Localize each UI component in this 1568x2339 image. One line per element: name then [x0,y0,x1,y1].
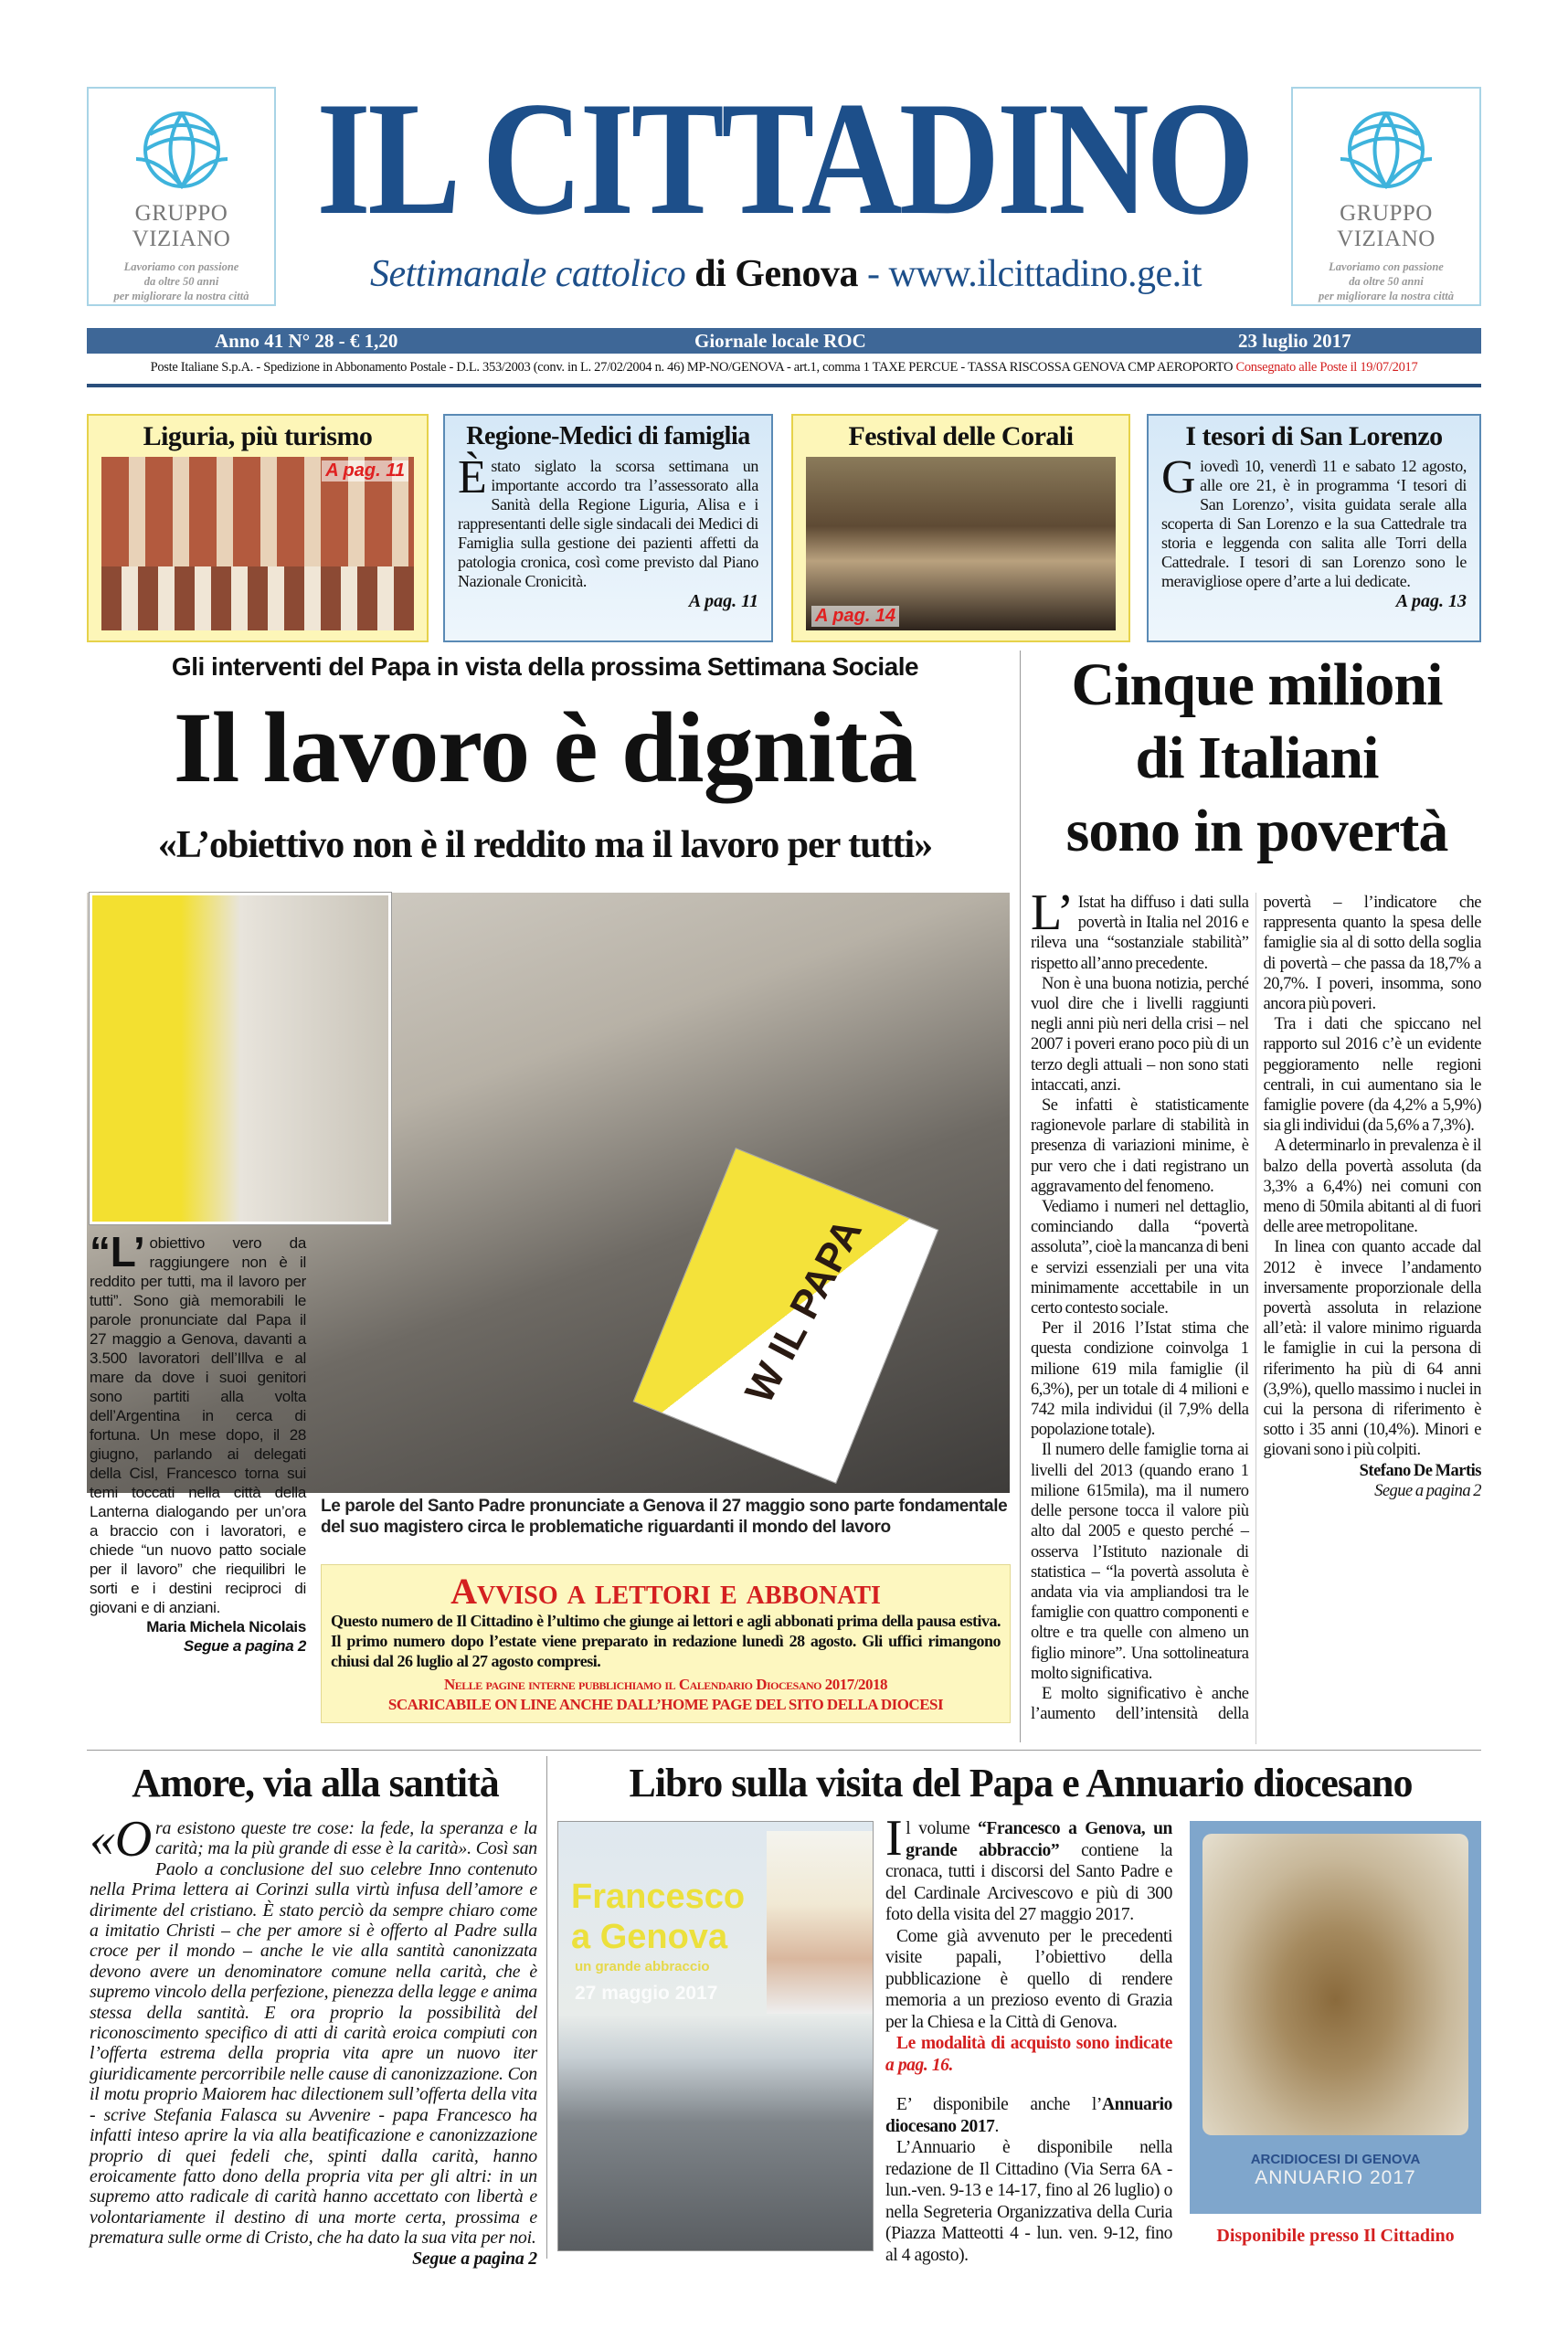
delivery-date: Consegnato alle Poste il 19/07/2017 [1235,360,1418,375]
pope-photo [90,893,391,1224]
lead-subhead: «L’obiettivo non è il reddito ma il lavoro per tutti» [157,824,933,866]
author-byline: Maria Michela Nicolais [146,1618,306,1635]
divider [87,384,1481,387]
teaser-text: Èstato siglato la scorsa settimana un importante accordo tra l’assessorato alla Sanità della Regione Liguria, Alisa e i rappresentanti delle sigle sindacali dei Medici di Famiglia sulla gestione dei pazienti affetti da patologia cronica, così come previsto dal Piano Nazionale Cronicità. [458,451,758,590]
teaser-medici-famiglia[interactable] [443,414,773,642]
lead-kicker: Gli interventi del Papa in vista della prossima Settimana Sociale [171,652,919,681]
issue-number: Anno 41 N° 28 - € 1,20 [215,330,398,352]
teaser-festival-corali[interactable] [791,414,1130,642]
ad-gruppo-viziano-left[interactable] [87,87,276,306]
continued-link[interactable]: Segue a pagina 2 [412,2248,537,2269]
subtitle-website[interactable]: - www.ilcittadino.ge.it [866,253,1202,295]
ad-name: GRUPPO VIZIANO [1337,201,1436,251]
annuario-diocese: ARCIDIOCESI DI GENOVA [1250,2152,1421,2167]
teaser-text: Giovedì 10, venerdì 11 e sabato 12 agosto, alle ore 21, è in programma ‘I tesori di San Lorenzo’, visita guidata serale alla scoperta di San Lorenzo e la sua Cattedrale tra storia e leggenda con salita alle Torri della Cattedrale. I tesori di san Lorenzo sono le meravigliose opere d’arte a lui dedicate. [1161,451,1467,590]
lotus-globe-icon [132,109,232,196]
notice-download: SCARICABILE ON LINE ANCHE DALL’HOME PAGE DEL SITO DELLA DIOCESI [387,1696,944,1713]
teaser-tesori-san-lorenzo[interactable] [1147,414,1481,642]
ad-name: GRUPPO VIZIANO [132,201,231,251]
issue-info-bar [87,328,1481,354]
availability-note: Disponibile presso Il Cittadino [1216,2226,1455,2246]
choir-photo [806,457,1116,630]
dropcap: “L’ [90,1228,145,1275]
lead-article [90,1228,306,1656]
book-date: 27 maggio 2017 [575,1983,718,2004]
book-cover [557,1821,874,2251]
amore-article: «Ora esistono queste tre cose: la fede, la speranza e la carità; ma la più grande di esse è la carità». Così san Paolo a conclusione del suo celebre Inno contenuto nella Prima lettera ai Corinzi sulla virtù infusa dell’amore e dirimente del cristiano. È stato perciò da sempre chiaro come a imitatio Christi – che per amore si è offerto al Padre sulla croce per il mondo – anche le vie alla santità canonizzata devono avere un denominatore comune nella carità, che è supremo vincolo della perfezione, pienezza della legge e anima stessa della santità. E ora proprio la possibilità del riconoscimento specifico di atti di carità eroica compiuti con l’offerta estrema della propria vita apre un nuovo iter giuridicamente percorribile nelle cause di canonizzazione. Con il motu proprio Maiorem hac dilectionem sull’offerta della vita - scrive Stefania Falasca su Avvenire - papa Francesco ha infatti inteso aprire la via alla beatificazione e canonizzazione proprio di quei fedeli che, spinti dalla carità, hanno eroicamente fatto dono della propria vita per gli altri: in un supremo atto radicale di carità hanno accettato con libertà e volontariamente il destino di una morte certa, prossima e prematura sulle orme di Cristo, che ha dato la sua vita per noi. Segue a pagina 2 [90,1811,537,2269]
pope-image [767,1831,873,2014]
libro-headline[interactable]: Libro sulla visita del Papa e Annuario diocesano [629,1761,1413,1805]
dropcap: «O [90,1811,153,1868]
lead-headline[interactable]: Il lavoro è dignità [173,692,917,803]
teaser-title: Festival delle Corali [848,421,1074,451]
notice-box [321,1564,1011,1723]
palace-photo [101,457,414,630]
notice-title: Avviso a lettori e abbonati [450,1571,881,1612]
book-title: Francesco a Genova [571,1878,746,1956]
subtitle-city: di Genova [694,253,858,295]
dropcap: I [885,1810,903,1867]
statue-image [1202,1834,1468,2135]
flag-text: W IL PAPA [736,1212,871,1411]
teaser-title: Regione-Medici di famiglia [466,422,750,450]
divider [87,1750,1481,1751]
book-subtitle: un grande abbraccio [575,1959,710,1974]
dropcap: L’ [1031,884,1074,941]
poverty-article: L’ Istat ha diffuso i dati sulla povertà in Italia nel 2016 e rileva una “sostanziale stabilità” rispetto all’anno precedente. Non è una buona notizia, perché vuol dire che i livelli raggiunti negli anni più neri della crisi – nel 2007 i poveri erano poco più di un terzo degli attuali – non sono stati intaccati, anzi. Se infatti è statisticamente ragionevole parlare di stabilità in presenza di variazioni minime, è pur vero che i dati registrano un aggravamento del fenomeno. Vediamo i numeri nel dettaglio, cominciando dalla “povertà assoluta”, cioè la mancanza di beni e servizi essenziali per una vita minimamente accettabile in un certo contesto sociale. Per il 2016 l’Istat stima che questa condizione coinvolga 1 milione 619 mila famiglie (il 6,3%), per un totale di 4 milioni e 742 mila individui (il 7,9% della popolazione totale). Il numero delle famiglie torna ai livelli del 2013 (quando erano 1 milione 615mila), ma il numero delle persone tocca il valore più alto dal 2005 e questo perché – osserva l’Istituto nazionale di statistica – “la povertà assoluta è andata via via ampliandosi tra le famiglie con quattro componenti e oltre e tra quelle con almeno un figlio minore”. Una sottolineatura molto significativa. E molto significativo è anche l’aumento dell’intensità della povertà – l’indicatore che rappresenta quanto la spesa delle famiglie sia al di sotto della soglia di povertà – che passa da 18,7% a 20,7%. I poveri, insomma, sono ancora più poveri. Tra i dati che spiccano nel rapporto sul 2016 c’è un evidente peggioramento nelle regioni centrali, in cui aumentano sia le famiglie povere (da 4,2% a 5,9%) sia gli individui (da 5,6% a 7,3%). A determinarlo in prevalenza è il balzo della povertà assoluta (da 3,3% a 6,4%) nei comuni con meno di 50mila abitanti al di fuori delle aree metropolitane. In linea con quanto accade dal 2012 è invece l’andamento inversamente proporzionale della povertà assoluta in relazione all’età: il valore minimo riguarda le famiglie in cui la persona di riferimento ha più di 64 anni (3,9%), quello massimo i nuclei in cui la persona di riferimento è sotto i 35 anni (10,4%). Minori e giovani sono i più colpiti. Stefano De Martis Segue a pagina 2 [1031,884,1481,1724]
annuario-title: ANNUARIO 2017 [1255,2167,1416,2188]
subtitle-weekly: Settimanale cattolico [370,253,686,295]
teaser-liguria-turismo[interactable] [87,414,429,642]
page-ref: A pag. 14 [811,606,899,627]
teaser-title: I tesori di San Lorenzo [1185,421,1443,451]
author-byline: Stefano De Martis [1359,1461,1481,1480]
page-ref: A pag. 11 [322,460,408,482]
masthead-title: IL CITTADINO [316,68,1252,249]
issue-date: 23 luglio 2017 [1238,330,1351,352]
postal-notice: Poste Italiane S.p.A. - Spedizione in Abbonamento Postale - D.L. 353/2003 (conv. in L. 27/02/2004 n. 46) MP-NO/GENOVA - art.1, comma 1 TAXE PERCUE - TASSA RISCOSSA GENOVA CMP AEROPORTO Consegnato alle Poste il 19/07/2017 [150,360,1418,375]
libro-article: Il volume “Francesco a Genova, un grande abbraccio” contiene la cronaca, tutti i discorsi del Santo Padre e del Cardinale Arcivescovo e più di 300 foto della visita del 27 maggio 2017. Come già avvenuto per le precedenti visite papali, l’obiettivo della pubblicazione è quello di rendere memoria a un prezioso evento di Grazia per la Chiesa e la Città di Genova. Le modalità di acquisto sono indicate a pag. 16. E’ disponibile anche l’Annuario diocesano 2017. L’Annuario è disponibile nella redazione de Il Cittadino (Via Serra 6A - lun.-ven. 9-13 e 14-17, fino al 26 luglio) o nella Segreteria Organizzativa della Curia (Piazza Matteotti 4 - lun. ven. 9-12, fino al 4 agosto). [885,1810,1173,2265]
ad-tagline: Lavoriamo con passione da oltre 50 anni per migliorare la nostra città [113,260,249,302]
paper-type: Giornale locale ROC [694,330,866,352]
annuario-cover [1190,1821,1481,2214]
amore-headline[interactable]: Amore, via alla santità [132,1761,499,1805]
photo-caption: Le parole del Santo Padre pronunciate a Genova il 27 maggio sono parte fondamentale del suo magistero circa le problematiche riguardanti il mondo del lavoro [321,1497,1008,1537]
ad-gruppo-viziano-right[interactable] [1291,87,1481,306]
article-body: obiettivo vero da raggiungere non è il reddito per tutti, ma il lavoro per tutti”. Sono già memorabili le parole pronunciate dal Papa il 27 maggio a Genova, davanti a 3.500 lavoratori dell’Illva e al mare da dove i suoi genitori sono partiti alla volta dell’Argentina in cerca di fortuna. Un mese dopo, il 28 giugno, parlando ai delegati della Cisl, Francesco torna sui temi toccati nella città della Lanterna dialogando per un’ora a braccio con i lavoratori, e chiede “un nuovo patto sociale per il lavoro” che riequilibri le sorti e i destini reciproci di giovani e di anziani. [90,1234,306,1616]
notice-body: Questo numero de Il Cittadino è l’ultimo che giunge ai lettori e agli abbonati prima della pausa estiva. Il primo numero dopo l’estate viene preparato in redazione lunedì 28 agosto. Gli uffici rimangono chiusi dal 26 luglio al 27 agosto compresi. [331,1612,1001,1670]
masthead-subtitle [292,252,1279,296]
poverty-headline[interactable]: Cinque milioni di Italiani sono in povertà [1065,651,1448,864]
page-ref: A pag. 13 [1395,591,1467,611]
continued-link[interactable]: Segue a pagina 2 [183,1637,306,1655]
continued-link[interactable]: Segue a pagina 2 [1374,1481,1481,1500]
page-ref: A pag. 11 [688,591,758,611]
ad-tagline: Lavoriamo con passione da oltre 50 anni per migliorare la nostra città [1319,260,1454,302]
column-divider [1020,651,1021,1742]
column-divider [546,1756,547,2259]
notice-calendar: Nelle pagine interne pubblichiamo il Calendario Diocesano 2017/2018 [444,1676,887,1693]
teaser-title: Liguria, più turismo [143,421,373,451]
lotus-globe-icon [1336,109,1436,196]
